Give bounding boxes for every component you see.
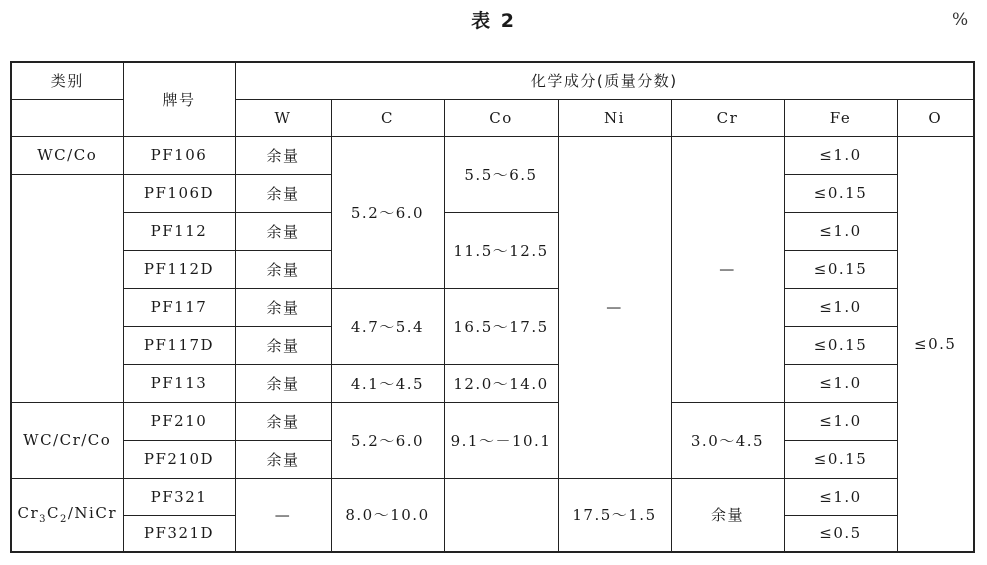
fe-value: ≤1.0: [784, 288, 897, 326]
grade-cell: PF106: [123, 136, 235, 174]
w-value: 余量: [235, 288, 331, 326]
header-w: W: [235, 99, 331, 136]
ni-value: —: [558, 136, 671, 478]
w-value: 余量: [235, 174, 331, 212]
header-co: Co: [444, 99, 558, 136]
w-value: 余量: [235, 326, 331, 364]
w-value: 余量: [235, 402, 331, 440]
grade-cell: PF112: [123, 212, 235, 250]
w-value: —: [235, 478, 331, 552]
category-blank: [11, 174, 123, 402]
cr-value: 余量: [671, 478, 784, 552]
w-value: 余量: [235, 440, 331, 478]
c-value: 5.2～6.0: [331, 136, 444, 288]
fe-value: ≤1.0: [784, 136, 897, 174]
w-value: 余量: [235, 136, 331, 174]
grade-cell: PF106D: [123, 174, 235, 212]
composition-table: [10, 61, 975, 553]
w-value: 余量: [235, 250, 331, 288]
fe-value: ≤1.0: [784, 402, 897, 440]
grade-cell: PF321: [123, 478, 235, 515]
w-value: 余量: [235, 212, 331, 250]
header-category: 类别: [11, 62, 123, 99]
c-value: 8.0～10.0: [331, 478, 444, 552]
category-wc-cr-co: WC/Cr/Co: [11, 402, 123, 478]
co-value: 9.1～－10.1: [444, 402, 558, 478]
header-grade: 牌号: [123, 62, 235, 136]
fe-value: ≤0.15: [784, 440, 897, 478]
fe-value: ≤0.15: [784, 174, 897, 212]
grade-cell: PF112D: [123, 250, 235, 288]
ni-value: 17.5～1.5: [558, 478, 671, 552]
co-value: [444, 478, 558, 552]
grade-cell: PF117D: [123, 326, 235, 364]
grade-cell: PF321D: [123, 515, 235, 552]
c-value: 5.2～6.0: [331, 402, 444, 478]
fe-value: ≤1.0: [784, 478, 897, 515]
category-subscript: 2: [60, 514, 68, 526]
w-value: 余量: [235, 364, 331, 402]
header-composition: 化学成分(质量分数): [235, 62, 974, 99]
co-value: 12.0～14.0: [444, 364, 558, 402]
c-value: 4.7～5.4: [331, 288, 444, 364]
grade-cell: PF117: [123, 288, 235, 326]
grade-cell: PF210D: [123, 440, 235, 478]
c-value: 4.1～4.5: [331, 364, 444, 402]
o-value: ≤0.5: [897, 136, 974, 552]
category-wc-co: WC/Co: [11, 136, 123, 174]
fe-value: ≤0.5: [784, 515, 897, 552]
fe-value: ≤1.0: [784, 364, 897, 402]
fe-value: ≤0.15: [784, 326, 897, 364]
header-cr: Cr: [671, 99, 784, 136]
grade-cell: PF113: [123, 364, 235, 402]
header-c: C: [331, 99, 444, 136]
category-part: C: [47, 504, 60, 523]
header-o: O: [897, 99, 974, 136]
header-fe: Fe: [784, 99, 897, 136]
category-cr3c2-nicr: [11, 478, 123, 552]
cr-value: 3.0～4.5: [671, 402, 784, 478]
category-part: Cr: [17, 504, 40, 523]
unit-label: %: [952, 10, 969, 30]
grade-cell: PF210: [123, 402, 235, 440]
fe-value: ≤1.0: [784, 212, 897, 250]
co-value: 5.5～6.5: [444, 136, 558, 212]
co-value: 11.5～12.5: [444, 212, 558, 288]
table-title: 表 2: [471, 10, 516, 32]
co-value: 16.5～17.5: [444, 288, 558, 364]
header-ni: Ni: [558, 99, 671, 136]
cr-value: —: [671, 136, 784, 402]
fe-value: ≤0.15: [784, 250, 897, 288]
category-part: /NiCr: [67, 504, 117, 523]
category-subscript: 3: [39, 514, 48, 526]
header-category-blank: [11, 99, 123, 136]
